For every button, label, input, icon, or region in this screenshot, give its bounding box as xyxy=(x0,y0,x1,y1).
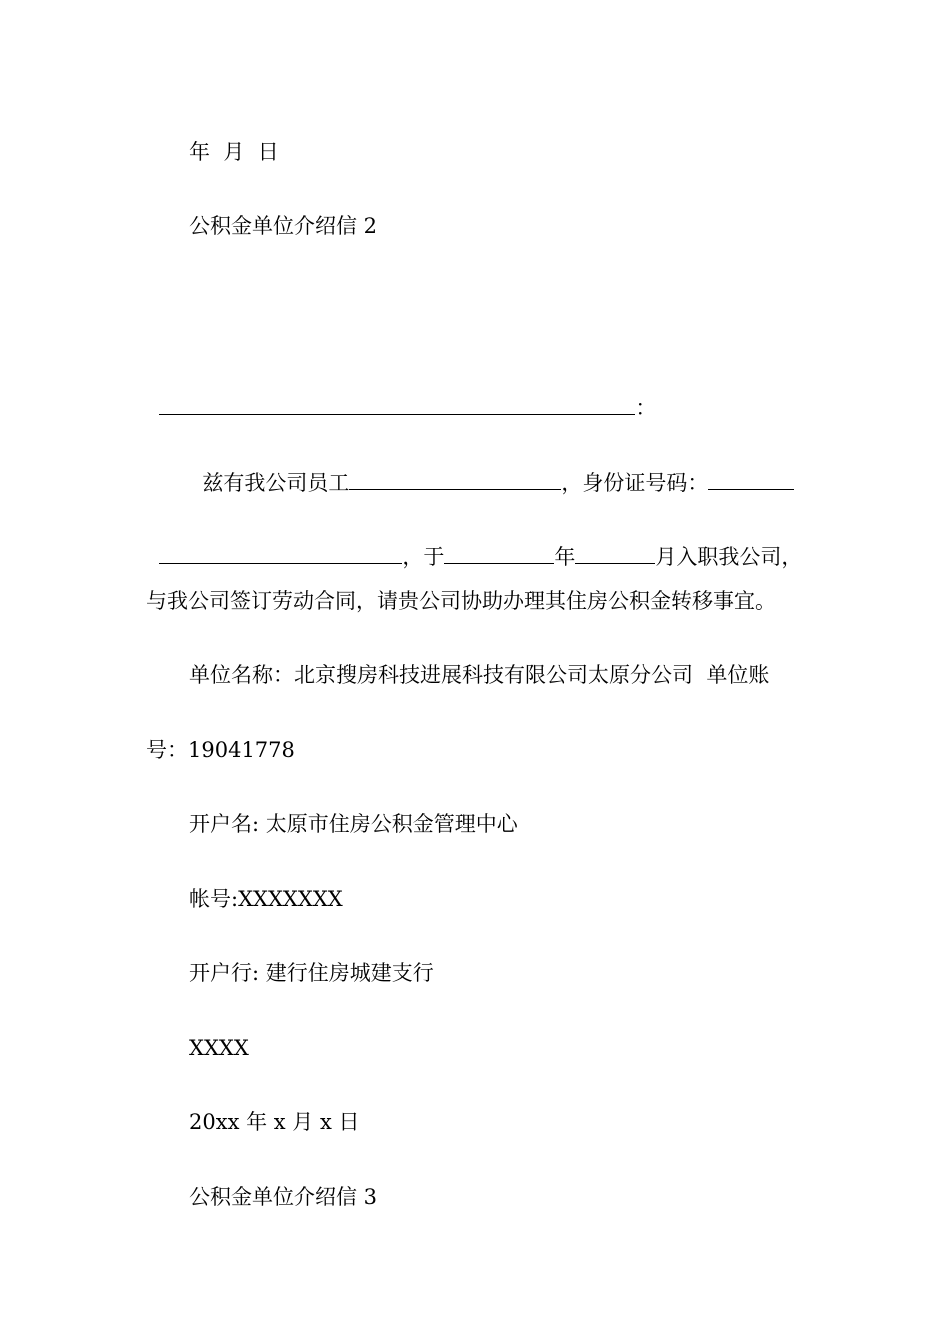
unit-account-line: 号：19041778 xyxy=(146,738,295,762)
salutation-line xyxy=(146,362,657,420)
hire-month-blank xyxy=(575,541,655,564)
letter-date: 20xx 年 x 月 x 日 xyxy=(189,1110,360,1134)
salutation-colon: ： xyxy=(635,396,657,420)
date-placeholder: 年 月 日 xyxy=(189,140,279,164)
month-entry: 月入职我公司， xyxy=(655,545,803,569)
contract-sentence: 与我公司签订劳动合同，请贵公司协助办理其住房公积金转移事宜。 xyxy=(146,589,776,613)
account-number: 帐号:XXXXXXX xyxy=(189,887,343,911)
signature: XXXX xyxy=(189,1036,249,1060)
id-number-blank-end xyxy=(159,541,402,564)
bank-name: 开户行: 建行住房城建支行 xyxy=(189,961,434,985)
letter-heading-2: 公积金单位介绍信 2 xyxy=(189,214,378,238)
hire-date-line xyxy=(146,511,803,569)
unit-name-line: 单位名称：北京搜房科技进展科技有限公司太原分公司 单位账 xyxy=(189,663,770,687)
id-label: ，身份证号码： xyxy=(561,471,709,495)
hire-year-blank xyxy=(444,541,554,564)
hire-comma-yu: ，于 xyxy=(402,545,445,569)
letter-heading-3: 公积金单位介绍信 3 xyxy=(189,1185,378,1209)
employee-name-blank xyxy=(349,467,561,490)
employee-line xyxy=(189,437,794,495)
recipient-blank xyxy=(159,392,635,415)
account-holder: 开户名: 太原市住房公积金管理中心 xyxy=(189,812,518,836)
id-number-blank-start xyxy=(708,467,794,490)
year-char: 年 xyxy=(554,545,576,569)
employee-prefix: 兹有我公司员工 xyxy=(202,471,350,495)
